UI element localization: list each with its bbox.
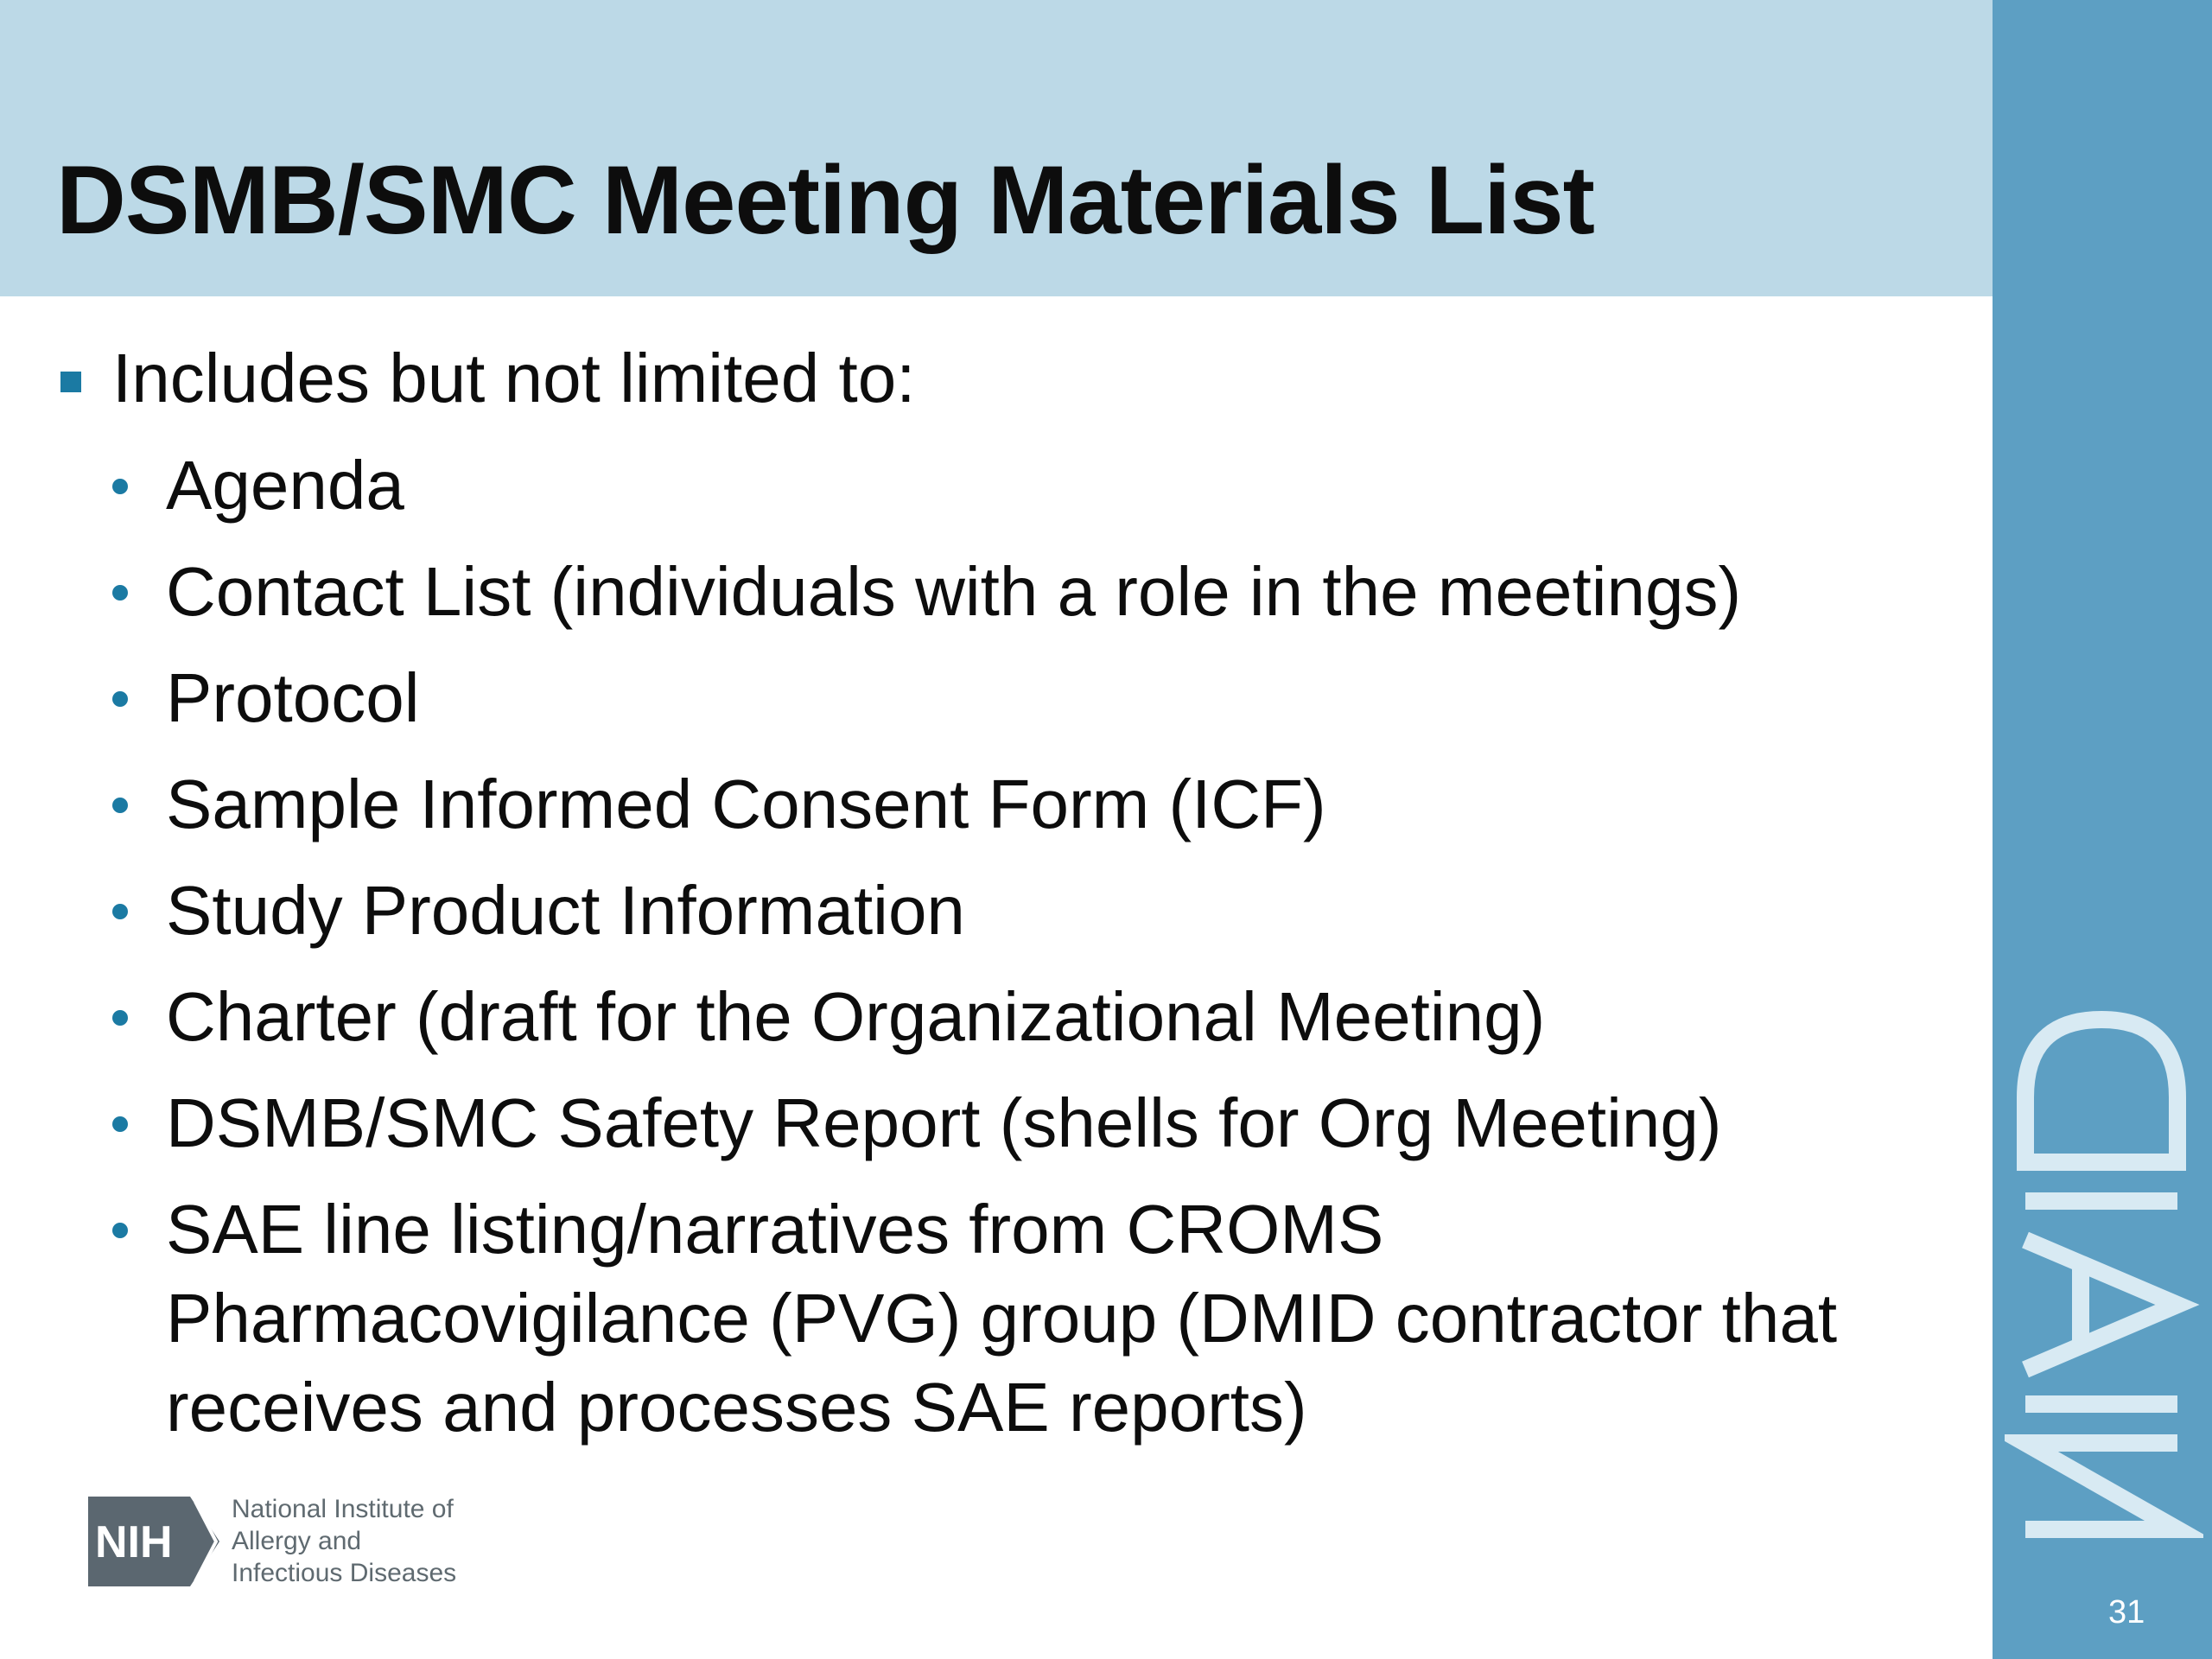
- svg-text:NIH: NIH: [95, 1516, 173, 1567]
- nih-org-line: Infectious Diseases: [232, 1559, 457, 1587]
- list-item: [112, 547, 1892, 636]
- list-item-text: Sample Informed Consent Form (ICF): [166, 766, 1326, 842]
- slide-title: DSMB/SMC Meeting Materials List: [56, 146, 1594, 254]
- list-item-text: Agenda: [166, 447, 404, 524]
- list-item: [112, 972, 1892, 1061]
- dot-bullet-icon: [112, 585, 128, 601]
- list-item-text: Contact List (individuals with a role in the meetings): [166, 553, 1742, 630]
- nih-org-line: National Institute of: [232, 1495, 454, 1523]
- list-item: [112, 441, 1892, 530]
- list-item-text: Protocol: [166, 659, 420, 736]
- materials-list: [112, 441, 1892, 1469]
- list-item: [112, 1185, 1892, 1452]
- niaid-wordmark: [2005, 994, 2203, 1547]
- nih-logo: [88, 1493, 508, 1589]
- list-item: [112, 760, 1892, 849]
- intro-text: Includes but not limited to:: [112, 340, 916, 416]
- list-item-text: SAE line listing/narratives from CROMS Pharmacovigilance (PVG) group (DMID contractor that receives and processes SAE reports): [166, 1191, 1838, 1446]
- list-item: [112, 866, 1892, 955]
- dot-bullet-icon: [112, 1010, 128, 1026]
- dot-bullet-icon: [112, 1223, 128, 1238]
- dot-bullet-icon: [112, 904, 128, 919]
- dot-bullet-icon: [112, 1116, 128, 1132]
- nih-org-line: Allergy and: [232, 1527, 362, 1555]
- nih-org-name: [232, 1493, 508, 1589]
- dot-bullet-icon: [112, 479, 128, 494]
- list-item: [112, 653, 1892, 742]
- dot-bullet-icon: [112, 798, 128, 813]
- nih-badge-icon: [88, 1497, 219, 1586]
- slide-number: 31: [2108, 1594, 2145, 1630]
- intro-bullet: [60, 337, 915, 420]
- list-item-text: Charter (draft for the Organizational Meeting): [166, 978, 1546, 1055]
- dot-bullet-icon: [112, 691, 128, 707]
- square-bullet-icon: [60, 372, 81, 392]
- list-item-text: Study Product Information: [166, 872, 965, 949]
- list-item: [112, 1078, 1892, 1167]
- list-item-text: DSMB/SMC Safety Report (shells for Org Meeting): [166, 1084, 1722, 1161]
